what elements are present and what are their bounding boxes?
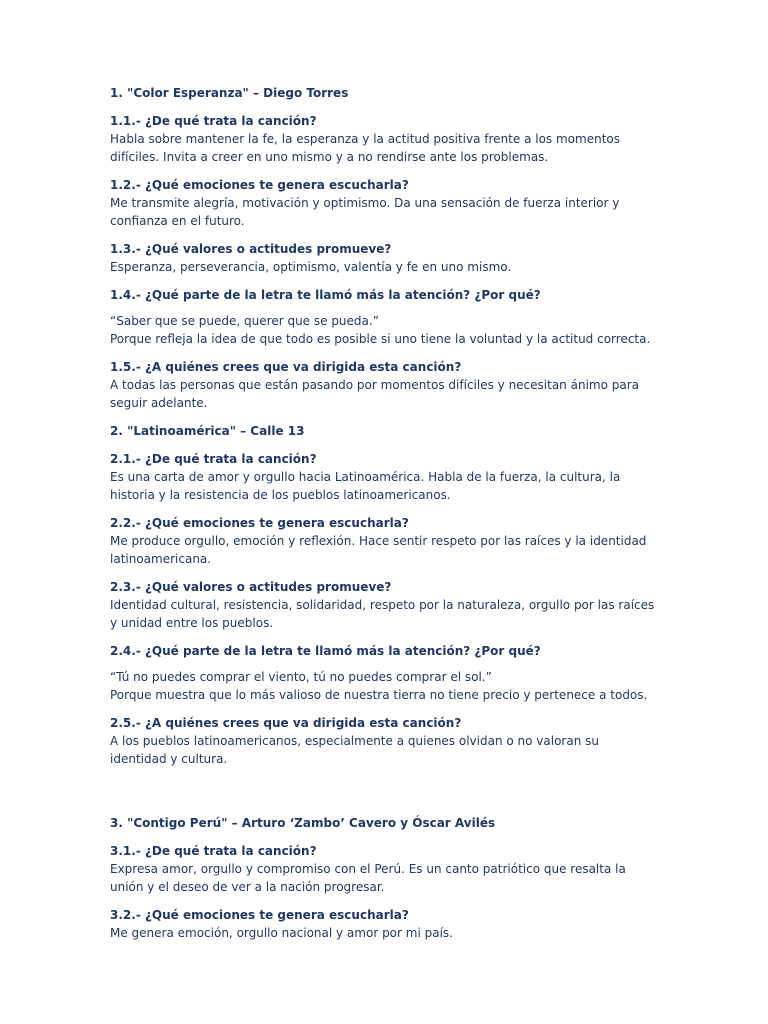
question-1-3: 1.3.- ¿Qué valores o actitudes promueve? xyxy=(110,242,392,256)
song-section-1 xyxy=(110,84,655,412)
section-spacer xyxy=(110,778,655,814)
question-block-1-4 xyxy=(110,286,655,348)
answer-1-1: Habla sobre mantener la fe, la esperanza y la actitud positiva frente a los momentos difíciles. Invita a creer en uno mismo y a no rendirse ante los problemas. xyxy=(110,132,620,164)
document-page xyxy=(110,84,655,952)
question-3-2: 3.2.- ¿Qué emociones te genera escucharla? xyxy=(110,908,409,922)
question-1-2: 1.2.- ¿Qué emociones te genera escucharla? xyxy=(110,178,409,192)
question-2-5: 2.5.- ¿A quiénes crees que va dirigida esta canción? xyxy=(110,716,462,730)
answer-3-1: Expresa amor, orgullo y compromiso con el Perú. Es un canto patriótico que resalta la unión y el deseo de ver a la nación progresar. xyxy=(110,862,626,894)
answer-1-4: Porque refleja la idea de que todo es posible si uno tiene la voluntad y la actitud correcta. xyxy=(110,332,651,346)
question-block-2-2 xyxy=(110,514,655,568)
answer-3-2: Me genera emoción, orgullo nacional y amor por mi país. xyxy=(110,926,453,940)
question-2-3: 2.3.- ¿Qué valores o actitudes promueve? xyxy=(110,580,392,594)
song-title-3: 3. "Contigo Perú" – Arturo ‘Zambo’ Cavero y Óscar Avilés xyxy=(110,816,496,830)
question-block-1-2 xyxy=(110,176,655,230)
question-block-1-3 xyxy=(110,240,655,276)
question-2-2: 2.2.- ¿Qué emociones te genera escucharla? xyxy=(110,516,409,530)
song-title-1: 1. "Color Esperanza" – Diego Torres xyxy=(110,86,349,100)
answer-2-5: A los pueblos latinoamericanos, especialmente a quienes olvidan o no valoran su identidad y cultura. xyxy=(110,734,599,766)
song-section-3 xyxy=(110,814,655,942)
answer-2-1: Es una carta de amor y orgullo hacia Latinoamérica. Habla de la fuerza, la cultura, la historia y la resistencia de los pueblos latinoamericanos. xyxy=(110,470,621,502)
answer-1-5: A todas las personas que están pasando por momentos difíciles y necesitan ánimo para seguir adelante. xyxy=(110,378,640,410)
question-block-3-1 xyxy=(110,842,655,896)
question-1-4: 1.4.- ¿Qué parte de la letra te llamó más la atención? ¿Por qué? xyxy=(110,288,541,302)
answer-1-3: Esperanza, perseverancia, optimismo, valentía y fe en uno mismo. xyxy=(110,260,512,274)
question-block-2-4 xyxy=(110,642,655,704)
question-2-4: 2.4.- ¿Qué parte de la letra te llamó más la atención? ¿Por qué? xyxy=(110,644,541,658)
question-block-2-3 xyxy=(110,578,655,632)
question-2-1: 2.1.- ¿De qué trata la canción? xyxy=(110,452,317,466)
question-3-1: 3.1.- ¿De qué trata la canción? xyxy=(110,844,317,858)
answer-2-2: Me produce orgullo, emoción y reflexión. Hace sentir respeto por las raíces y la identidad latinoamericana. xyxy=(110,534,647,566)
answer-2-3: Identidad cultural, resistencia, solidaridad, respeto por la naturaleza, orgullo por las raíces y unidad entre los pueblos. xyxy=(110,598,655,630)
question-block-1-1 xyxy=(110,112,655,166)
question-block-2-5 xyxy=(110,714,655,768)
question-block-3-2 xyxy=(110,906,655,942)
question-1-5: 1.5.- ¿A quiénes crees que va dirigida esta canción? xyxy=(110,360,462,374)
song-title-2: 2. "Latinoamérica" – Calle 13 xyxy=(110,424,305,438)
question-block-2-1 xyxy=(110,450,655,504)
song-section-2 xyxy=(110,422,655,768)
answer-1-2: Me transmite alegría, motivación y optimismo. Da una sensación de fuerza interior y confianza en el futuro. xyxy=(110,196,620,228)
quote-2-4: “Tú no puedes comprar el viento, tú no puedes comprar el sol.” xyxy=(110,670,492,684)
answer-2-4: Porque muestra que lo más valioso de nuestra tierra no tiene precio y pertenece a todos. xyxy=(110,688,648,702)
question-block-1-5 xyxy=(110,358,655,412)
question-1-1: 1.1.- ¿De qué trata la canción? xyxy=(110,114,317,128)
quote-1-4: “Saber que se puede, querer que se pueda.” xyxy=(110,314,379,328)
